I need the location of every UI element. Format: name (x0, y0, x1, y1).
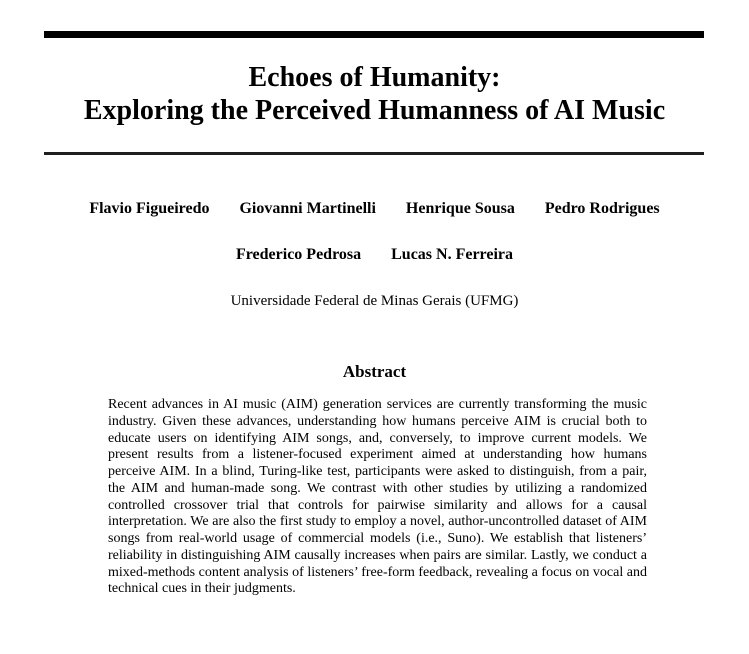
paper-title (0, 61, 749, 127)
abstract-text: Recent advances in AI music (AIM) generation services are currently transforming the music industry. Given these advances, understanding how humans perceive AIM is crucial both to educate users on identifying AIM songs, and, conversely, to improve current models. We present results from a listener-focused experiment aimed at understanding how humans perceive AIM. In a blind, Turing-like test, participants were asked to distinguish, from a pair, the AIM and human-made song. We contrast with other studies by utilizing a randomized controlled crossover trial that controls for pairwise similarity and allows for a causal interpretation. We are also the first study to employ a novel, author-uncontrolled dataset of AIM songs from real-world usage of commercial models (i.e., Suno). We establish that listeners’ reliability in distinguishing AIM causally increases when pairs are similar. Lastly, we conduct a mixed-methods content analysis of listeners’ free-form feedback, revealing a focus on vocal and technical cues in their judgments. (108, 397, 647, 597)
author-name-pedrosa: Frederico Pedrosa (235, 246, 362, 263)
title-line-1: Echoes of Humanity: (248, 62, 501, 93)
affiliation: Universidade Federal de Minas Gerais (UFMG) (230, 293, 519, 309)
authors-row-1 (0, 199, 749, 219)
authors-row-2 (0, 245, 749, 265)
author-name-martinelli: Giovanni Martinelli (239, 200, 376, 217)
abstract-heading: Abstract (342, 362, 407, 381)
title-line-2: Exploring the Perceived Humanness of AI Music (83, 95, 666, 126)
author-name-sousa: Henrique Sousa (405, 200, 515, 217)
top-rule (44, 31, 704, 38)
title-separator-rule (44, 152, 704, 155)
author-name-rodrigues: Pedro Rodrigues (544, 200, 660, 217)
author-name-ferreira: Lucas N. Ferreira (391, 246, 514, 263)
author-name-figueiredo: Flavio Figueiredo (89, 200, 210, 217)
